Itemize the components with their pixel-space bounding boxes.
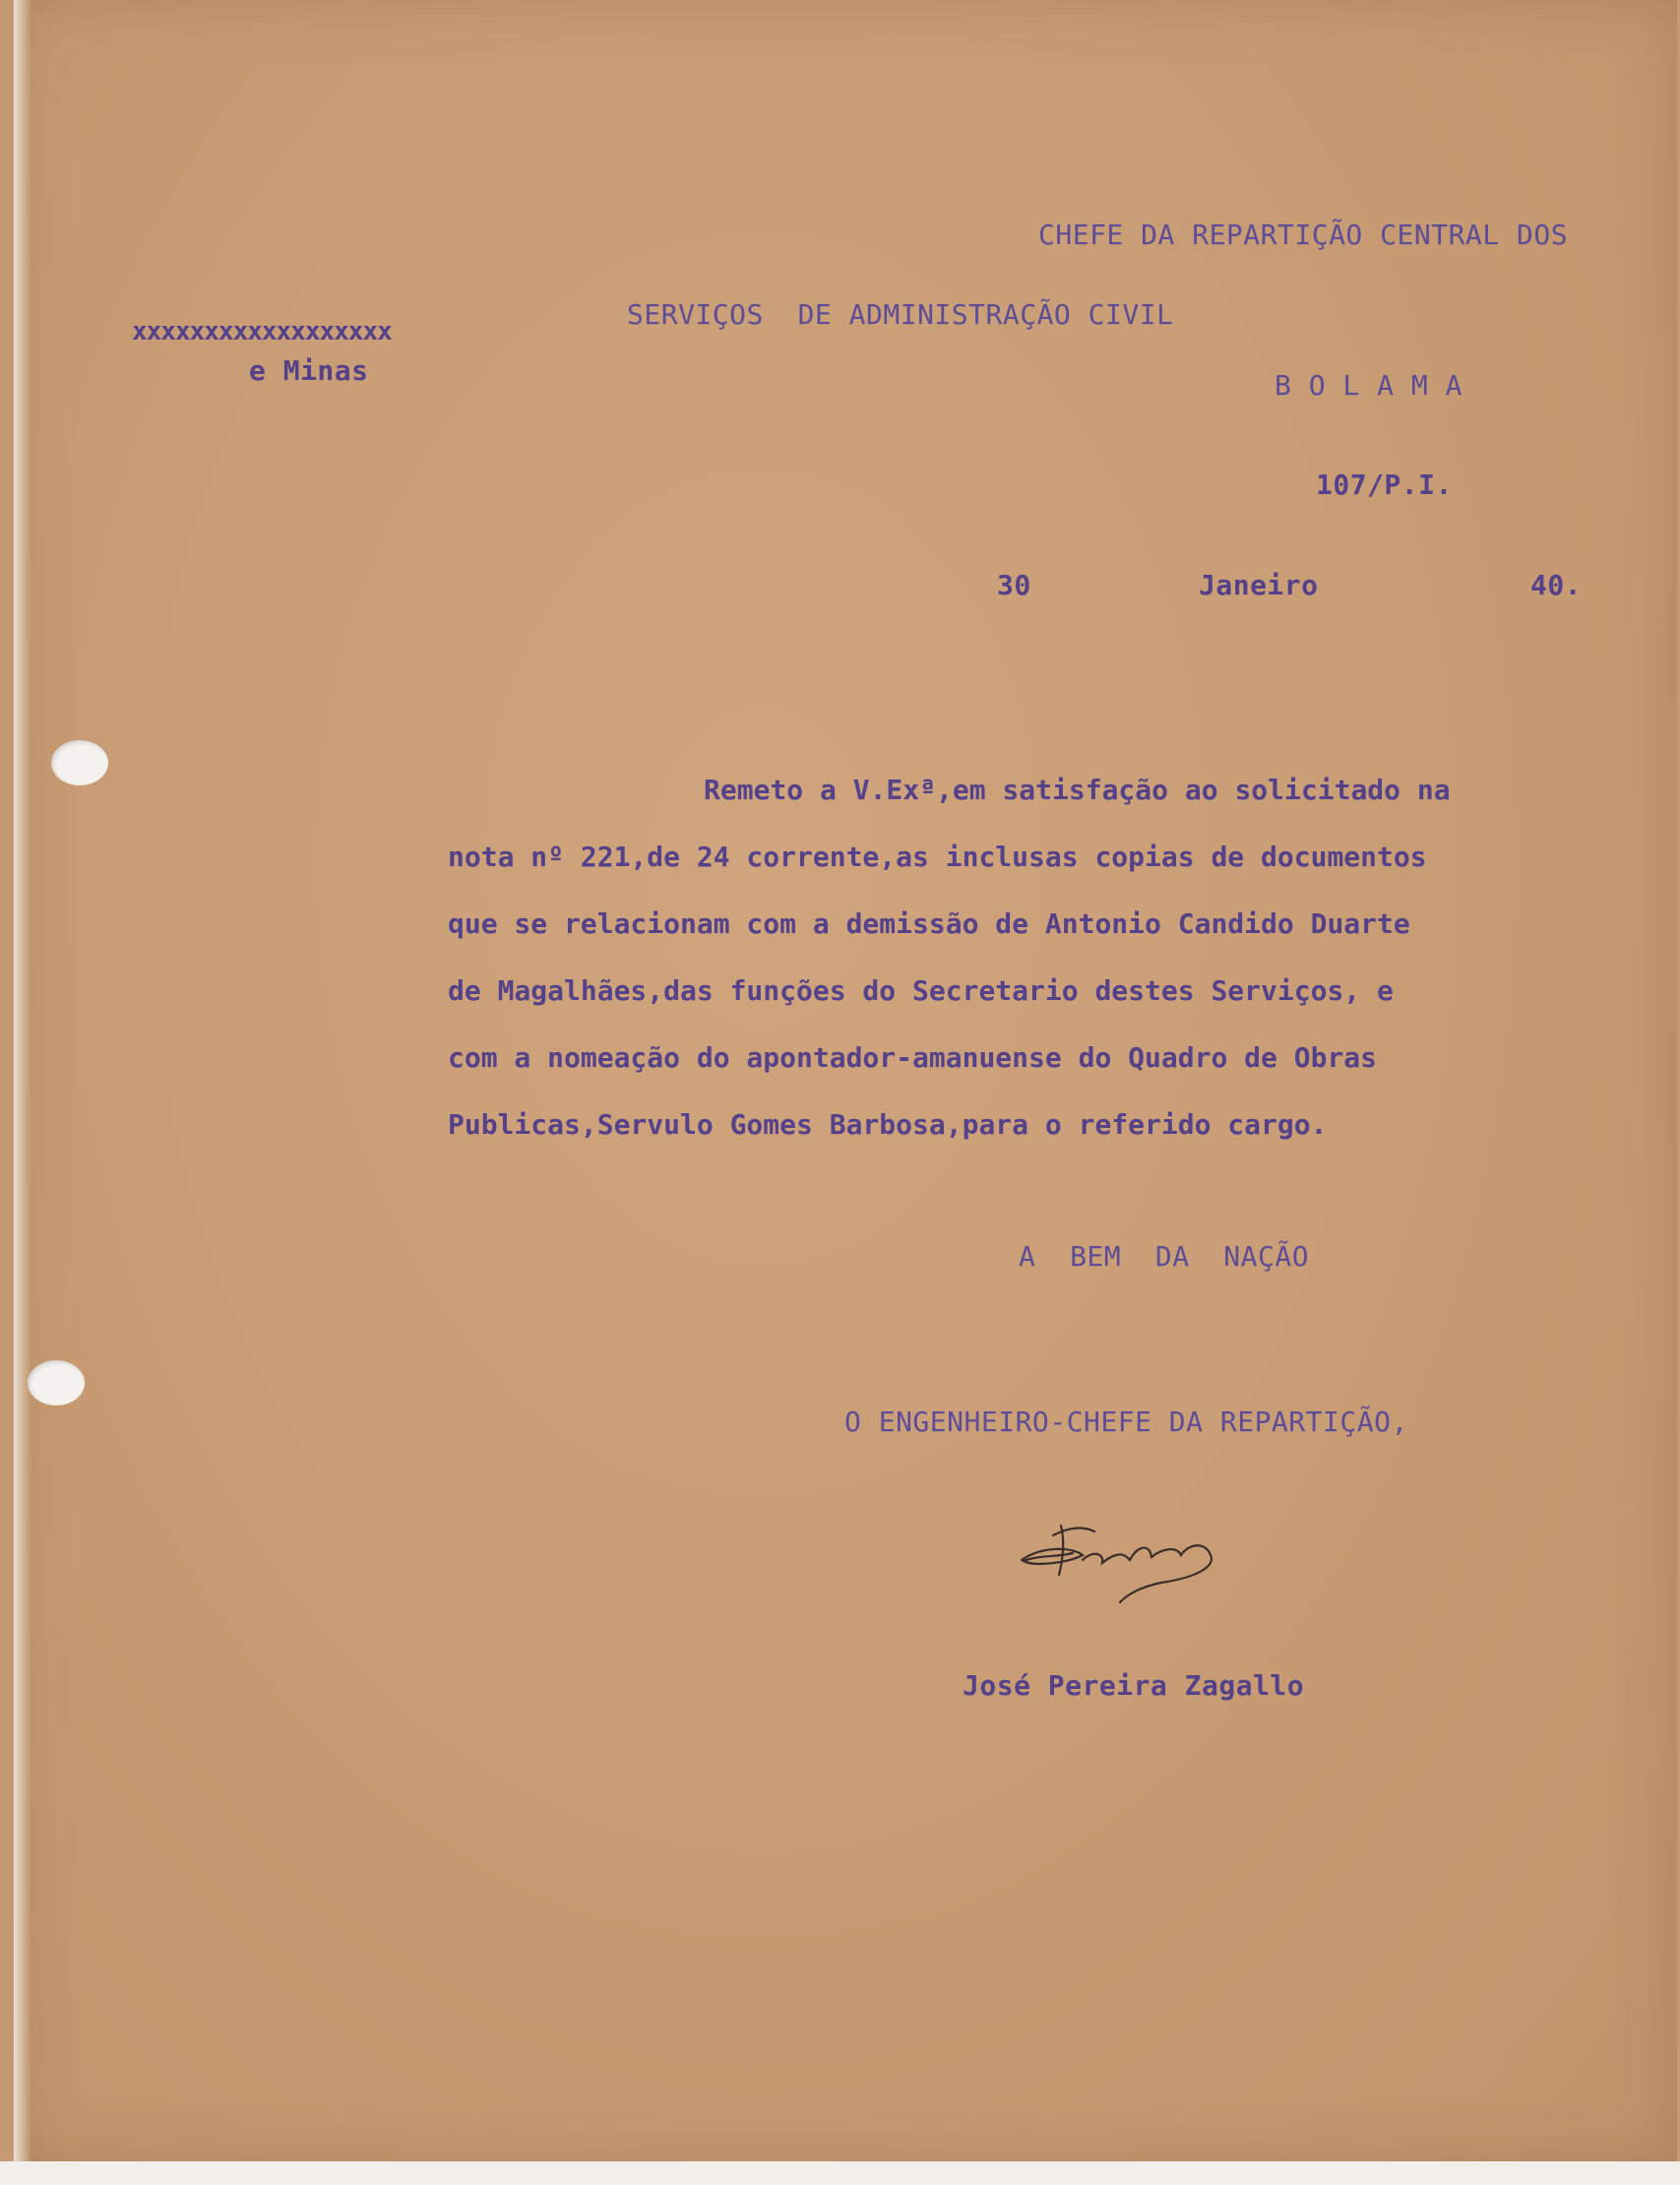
punch-hole-bottom: [28, 1360, 85, 1405]
body-line-3: que se relacionam com a demissão de Antonio Candido Duarte: [448, 907, 1410, 940]
signatory-name: José Pereira Zagallo: [963, 1669, 1305, 1702]
header-reference: 107/P.I.: [1316, 468, 1453, 501]
body-line-5: com a nomeação do apontador-amanuense do Quadro de Obras: [448, 1041, 1378, 1074]
header-line-2: SERVIÇOS DE ADMINISTRAÇÃO CIVIL: [627, 298, 1174, 331]
sender-struck-line: xxxxxxxxxxxxxxxxxx: [132, 317, 392, 346]
paper-left-edge: [14, 0, 31, 2165]
body-line-4: de Magalhães,das funções do Secretario destes Serviços, e: [448, 974, 1394, 1007]
sender-line-2: e Minas: [249, 354, 369, 387]
closing-title: O ENGENHEIRO-CHEFE DA REPARTIÇÃO,: [844, 1405, 1408, 1438]
date-month: Janeiro: [1199, 569, 1319, 601]
handwritten-signature: [1014, 1506, 1250, 1614]
body-line-1: Remeto a V.Exª,em satisfação ao solicitado na: [704, 774, 1451, 806]
date-year: 40.: [1530, 569, 1583, 601]
scan-bottom-margin: [0, 2161, 1680, 2185]
punch-hole-top: [51, 740, 108, 785]
date-day: 30: [997, 569, 1031, 601]
header-line-1: CHEFE DA REPARTIÇÃO CENTRAL DOS: [1038, 218, 1569, 251]
body-line-2: nota nº 221,de 24 corrente,as inclusas copias de documentos: [448, 841, 1427, 873]
body-line-6: Publicas,Servulo Gomes Barbosa,para o referido cargo.: [448, 1108, 1328, 1141]
header-place: B O L A M A: [1275, 369, 1462, 402]
closing-salutation: A BEM DA NAÇÃO: [1019, 1240, 1310, 1273]
